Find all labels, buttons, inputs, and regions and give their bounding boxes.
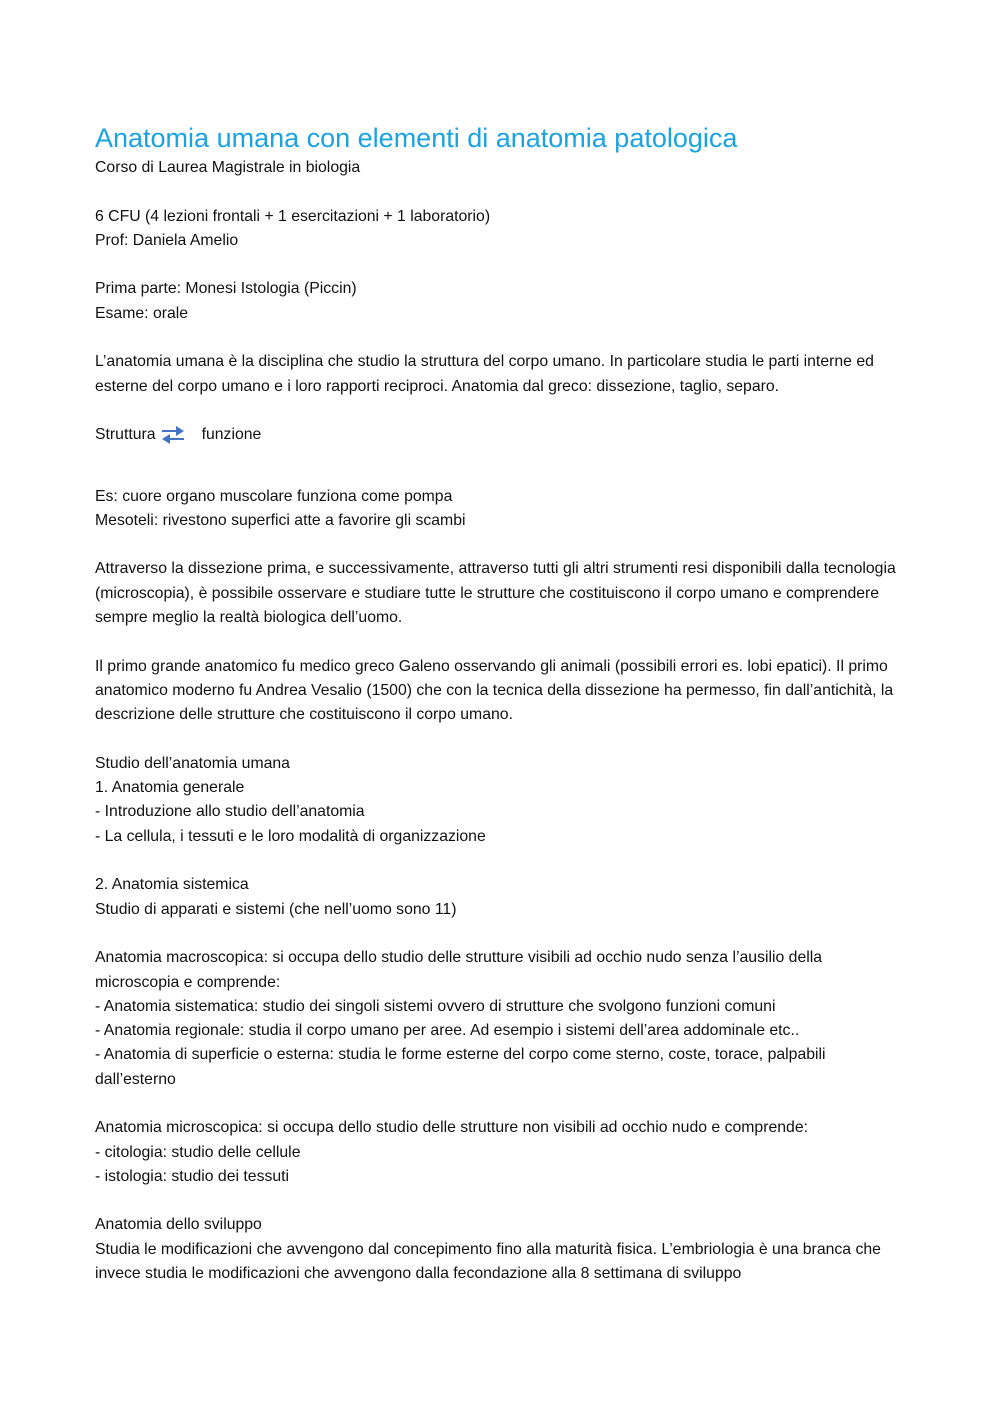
list-item: - citologia: studio delle cellule: [95, 1143, 301, 1161]
example-line: Mesoteli: rivestono superfici atte a favorire gli scambi: [95, 511, 466, 529]
list-item: - Anatomia sistematica: studio dei singoli sistemi ovvero di strutture che svolgono funzioni comuni: [95, 997, 776, 1015]
document-subtitle: Corso di Laurea Magistrale in biologia: [95, 159, 361, 176]
macroscopic-intro: Anatomia macroscopica: si occupa dello studio delle strutture visibili ad occhio nudo senza l’ausilio della microscopia e comprende:: [95, 949, 823, 991]
document-title: Anatomia umana con elementi di anatomia patologica: [95, 123, 738, 153]
relation-right-label: funzione: [201, 426, 262, 444]
exam-info: Esame: orale: [95, 304, 189, 322]
development-paragraph: Studia le modificazioni che avvengono dal concepimento fino alla maturità fisica. L’embriologia è una branca che invece studia le modificazioni che avvengono dalla fecondazione alla 8 settimana di sviluppo: [95, 1240, 881, 1283]
dissection-paragraph: Attraverso la dissezione prima, e successivamente, attraverso tutti gli altri strumenti resi disponibili dalla tecnologia (microscopia), è possibile osservare e studiare tutte le strutture che costituiscono il corpo umano e comprendere sempre meglio la realtà biologica dell’uomo.: [95, 560, 896, 627]
systemic-anatomy-title: 2. Anatomia sistemica: [95, 876, 249, 894]
structure-function-relation: [95, 423, 910, 447]
list-item: - Anatomia di superficie o esterna: studia le forme esterne del corpo come sterno, coste, torace, palpabili dall’esterno: [95, 1046, 826, 1088]
textbook-info: Prima parte: Monesi Istologia (Piccin): [95, 280, 357, 298]
general-anatomy-title: 1. Anatomia generale: [95, 779, 245, 797]
study-heading: Studio dell’anatomia umana: [95, 754, 290, 772]
microscopic-intro: Anatomia microscopica: si occupa dello studio delle strutture non visibili ad occhio nudo e comprende:: [95, 1119, 809, 1137]
development-heading: Anatomia dello sviluppo: [95, 1216, 262, 1234]
relation-left-label: Struttura: [95, 426, 156, 444]
example-line: Es: cuore organo muscolare funziona come pompa: [95, 487, 453, 505]
list-item: - Introduzione allo studio dell’anatomia: [95, 803, 365, 821]
systemic-anatomy-desc: Studio di apparati e sistemi (che nell’uomo sono 11): [95, 900, 457, 918]
list-item: - istologia: studio dei tessuti: [95, 1167, 290, 1185]
cfu-info: 6 CFU (4 lezioni frontali + 1 esercitazioni + 1 laboratorio): [95, 207, 491, 225]
galeno-paragraph: Il primo grande anatomico fu medico greco Galeno osservando gli animali (possibili errori es. lobi epatici). Il primo anatomico moderno fu Andrea Vesalio (1500) che con la tecnica della dissezione ha permesso, fin dall’antichità, la descrizione delle strutture che costituiscono il corpo umano.: [95, 657, 894, 724]
professor-info: Prof: Daniela Amelio: [95, 231, 239, 249]
swap-arrows-icon: [158, 423, 188, 447]
list-item: - La cellula, i tessuti e le loro modalità di organizzazione: [95, 827, 486, 845]
document-page: [95, 120, 910, 1286]
intro-paragraph: L’anatomia umana è la disciplina che studio la struttura del corpo umano. In particolare studia le parti interne ed esterne del corpo umano e i loro rapporti reciproci. Anatomia dal greco: dissezione, taglio, separo.: [95, 353, 874, 395]
list-item: - Anatomia regionale: studia il corpo umano per aree. Ad esempio i sistemi dell’area addominale etc..: [95, 1022, 800, 1040]
